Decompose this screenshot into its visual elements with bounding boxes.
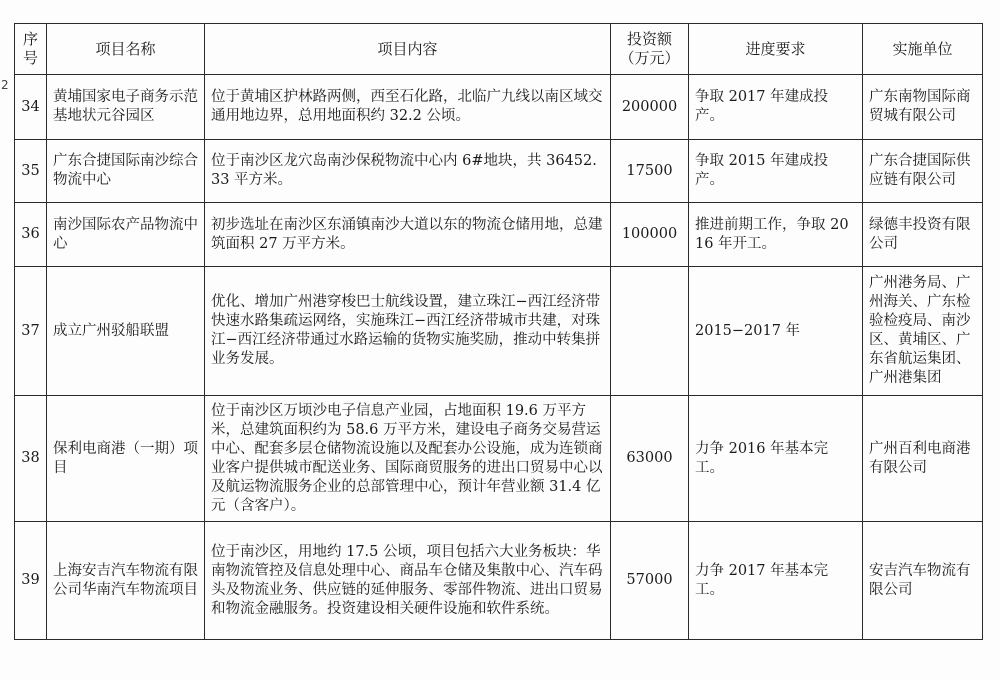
cell-content: 位于南沙区龙穴岛南沙保税物流中心内 6#地块，共 36452.33 平方米。 xyxy=(205,140,611,203)
cell-amount: 57000 xyxy=(611,522,689,640)
cell-content: 初步选址在南沙区东涌镇南沙大道以东的物流仓储用地，总建筑面积 27 万平方米。 xyxy=(205,203,611,267)
cell-name: 保利电商港（一期）项目 xyxy=(47,396,205,522)
table-row xyxy=(15,267,983,396)
table-row xyxy=(15,203,983,267)
cell-amount xyxy=(611,267,689,396)
header-amount xyxy=(611,24,689,75)
cell-name: 黄埔国家电子商务示范基地状元谷园区 xyxy=(47,75,205,140)
cell-unit: 广东南物国际商贸城有限公司 xyxy=(863,75,983,140)
header-content: 项目内容 xyxy=(205,24,611,75)
header-name: 项目名称 xyxy=(47,24,205,75)
cell-progress: 2015−2017 年 xyxy=(689,267,863,396)
cell-name: 南沙国际农产品物流中心 xyxy=(47,203,205,267)
cell-name: 上海安吉汽车物流有限公司华南汽车物流项目 xyxy=(47,522,205,640)
cell-no: 39 xyxy=(15,522,47,640)
cell-content: 位于黄埔区护林路两侧，西至石化路，北临广九线以南区域交通用地边界，总用地面积约 32.2 公顷。 xyxy=(205,75,611,140)
project-table xyxy=(14,23,983,640)
cell-progress: 争取 2015 年建成投产。 xyxy=(689,140,863,203)
cell-unit: 广州港务局、广州海关、广东检验检疫局、南沙区、黄埔区、广东省航运集团、广州港集团 xyxy=(863,267,983,396)
cell-progress: 推进前期工作，争取 2016 年开工。 xyxy=(689,203,863,267)
cell-no: 38 xyxy=(15,396,47,522)
cell-no: 35 xyxy=(15,140,47,203)
header-amount-line2: （万元） xyxy=(619,49,680,67)
cell-unit: 绿德丰投资有限公司 xyxy=(863,203,983,267)
table-row xyxy=(15,140,983,203)
cell-progress: 争取 2017 年建成投产。 xyxy=(689,75,863,140)
header-progress: 进度要求 xyxy=(689,24,863,75)
cell-name: 广东合捷国际南沙综合物流中心 xyxy=(47,140,205,203)
table-row xyxy=(15,75,983,140)
cell-no: 37 xyxy=(15,267,47,396)
cell-content: 位于南沙区，用地约 17.5 公顷，项目包括六大业务板块：华南物流管控及信息处理中心、商品车仓储及集散中心、汽车码头及物流业务、供应链的延伸服务、零部件物流、进出口贸易和物流金融服务。投资建设相关硬件设施和软件系统。 xyxy=(205,522,611,640)
cell-content: 优化、增加广州港穿梭巴士航线设置，建立珠江−西江经济带快速水路集疏运网络，实施珠江−西江经济带城市共建，对珠江−西江经济带通过水路运输的货物实施奖励，推动中转集拼业务发展。 xyxy=(205,267,611,396)
cell-name: 成立广州驳船联盟 xyxy=(47,267,205,396)
cell-content: 位于南沙区万顷沙电子信息产业园，占地面积 19.6 万平方米，总建筑面积约为 58.6 万平方米，建设电子商务交易营运中心、配套多层仓储物流设施以及配套办公设施，成为连锁商业客户提供城市配送业务、国际商贸服务的进出口贸易中心以及航运物流服务企业的总部管理中心，预计年营业额 31.4 亿元（含客户）。 xyxy=(205,396,611,522)
cell-unit: 安吉汽车物流有限公司 xyxy=(863,522,983,640)
header-amount-line1: 投资额 xyxy=(626,30,672,48)
cell-unit: 广东合捷国际供应链有限公司 xyxy=(863,140,983,203)
cell-amount: 17500 xyxy=(611,140,689,203)
cell-amount: 100000 xyxy=(611,203,689,267)
cell-progress: 力争 2017 年基本完工。 xyxy=(689,522,863,640)
header-no: 序号 xyxy=(15,24,47,75)
cell-progress: 力争 2016 年基本完工。 xyxy=(689,396,863,522)
cell-unit: 广州百利电商港有限公司 xyxy=(863,396,983,522)
cell-no: 36 xyxy=(15,203,47,267)
table-row xyxy=(15,522,983,640)
cell-no: 34 xyxy=(15,75,47,140)
side-margin-mark: 2 xyxy=(1,78,9,92)
header-unit: 实施单位 xyxy=(863,24,983,75)
table-header-row xyxy=(15,24,983,75)
cell-amount: 63000 xyxy=(611,396,689,522)
cell-amount: 200000 xyxy=(611,75,689,140)
table-row xyxy=(15,396,983,522)
